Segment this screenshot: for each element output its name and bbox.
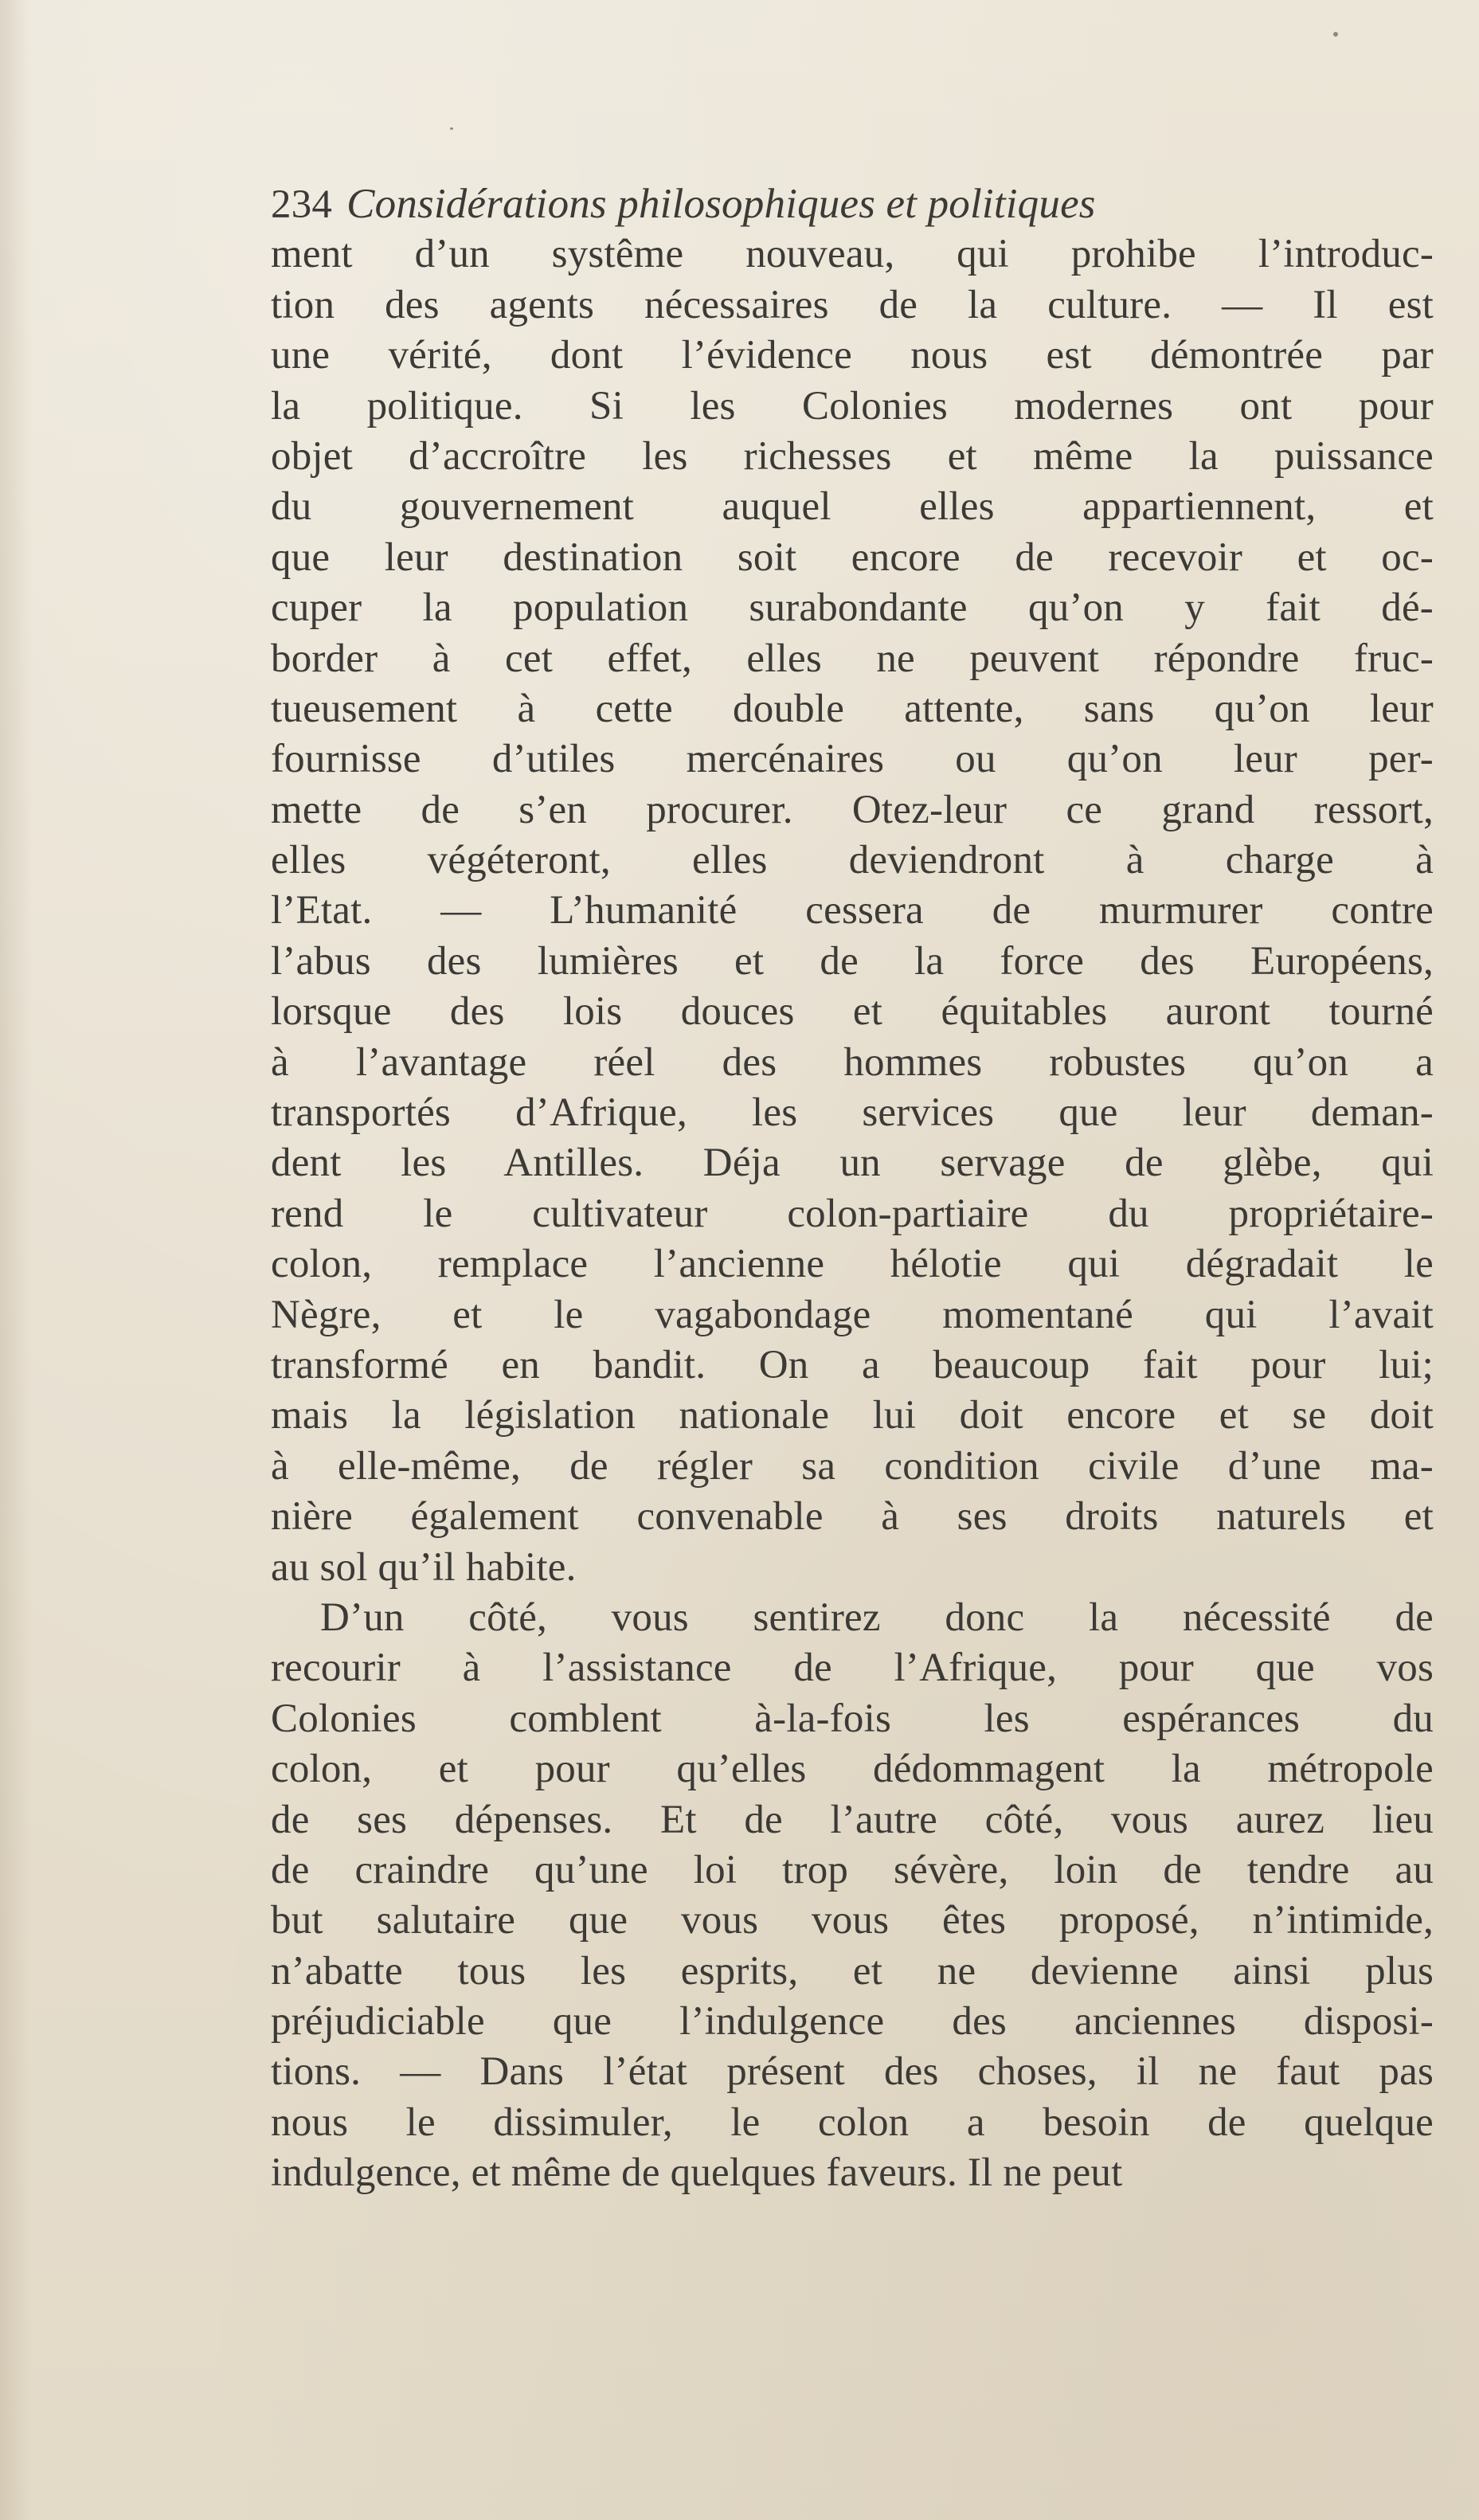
page-text: [271, 179, 1434, 2199]
text-line: du gouvernement auquel elles appartiennent, et: [271, 484, 1434, 530]
text-line: à elle-même, de régler sa condition civile d’une ma-: [271, 1443, 1434, 1489]
text-line: tion des agents nécessaires de la culture. — Il est: [271, 282, 1434, 327]
text-line: colon, et pour qu’elles dédommagent la métropole: [271, 1747, 1434, 1792]
text-line: mette de s’en procurer. Otez-leur ce grand ressort,: [271, 787, 1434, 832]
text-line: nous le dissimuler, le colon a besoin de quelque: [271, 2099, 1434, 2145]
page-number: 234: [271, 182, 333, 227]
text-line: l’Etat. — L’humanité cessera de murmurer contre: [271, 888, 1434, 933]
text-line: lorsque des lois douces et équitables auront tourné: [271, 989, 1434, 1035]
text-line: Nègre, et le vagabondage momentané qui l’avait: [271, 1292, 1434, 1337]
text-line: nière également convenable à ses droits naturels et: [271, 1494, 1434, 1540]
text-line: de craindre qu’une loi trop sévère, loin de tendre au: [271, 1847, 1434, 1892]
text-line: ment d’un systême nouveau, qui prohibe l’introduc-: [271, 232, 1434, 277]
text-line: à l’avantage réel des hommes robustes qu’on a: [271, 1039, 1434, 1085]
text-line: n’abatte tous les esprits, et ne devienne ainsi plus: [271, 1948, 1434, 1994]
text-line: colon, remplace l’ancienne hélotie qui dégradait le: [271, 1242, 1434, 1287]
text-line: transportés d’Afrique, les services que leur deman-: [271, 1090, 1434, 1136]
text-line: au sol qu’il habite.: [271, 1544, 577, 1590]
body-paragraphs: [271, 229, 1434, 2198]
text-line: une vérité, dont l’évidence nous est démontrée par: [271, 333, 1434, 378]
text-line: tueusement à cette double attente, sans qu’on leur: [271, 686, 1434, 731]
text-line: fournisse d’utiles mercénaires ou qu’on leur per-: [271, 737, 1434, 782]
text-line: rend le cultivateur colon-partiaire du propriétaire-: [271, 1191, 1434, 1236]
text-line: indulgence, et même de quelques faveurs. Il ne peut: [271, 2150, 1123, 2196]
text-line: recourir à l’assistance de l’Afrique, pour que vos: [271, 1645, 1434, 1691]
text-line: objet d’accroître les richesses et même la puissance: [271, 433, 1434, 479]
page-edge-shadow: [0, 0, 32, 2520]
text-line: l’abus des lumières et de la force des Européens,: [271, 938, 1434, 984]
paragraph: [271, 1593, 1434, 2199]
text-line: dent les Antilles. Déja un servage de glèbe, qui: [271, 1141, 1434, 1186]
text-line: tions. — Dans l’état présent des choses, il ne faut pas: [271, 2049, 1434, 2095]
running-title: Considérations philosophiques et politiques: [346, 181, 1096, 227]
ink-speck: [450, 127, 453, 130]
text-line: cuper la population surabondante qu’on y fait dé-: [271, 585, 1434, 631]
text-line: transformé en bandit. On a beaucoup fait pour lui;: [271, 1342, 1434, 1387]
text-line: que leur destination soit encore de recevoir et oc-: [271, 534, 1434, 580]
paragraph: [271, 229, 1434, 1593]
text-line: elles végéteront, elles deviendront à charge à: [271, 838, 1434, 883]
text-line: border à cet effet, elles ne peuvent répondre fruc-: [271, 636, 1434, 681]
text-line: but salutaire que vous vous êtes proposé, n’intimide,: [271, 1898, 1434, 1943]
text-line: D’un côté, vous sentirez donc la nécessité de: [320, 1595, 1434, 1640]
text-line: mais la législation nationale lui doit encore et se doit: [271, 1393, 1434, 1438]
running-header: [271, 179, 1434, 229]
text-line: de ses dépenses. Et de l’autre côté, vous aurez lieu: [271, 1797, 1434, 1842]
text-line: préjudiciable que l’indulgence des anciennes disposi-: [271, 1999, 1434, 2045]
ink-speck: [1333, 32, 1338, 37]
text-line: Colonies comblent à-la-fois les espérances du: [271, 1696, 1434, 1741]
text-line: la politique. Si les Colonies modernes ont pour: [271, 383, 1434, 428]
